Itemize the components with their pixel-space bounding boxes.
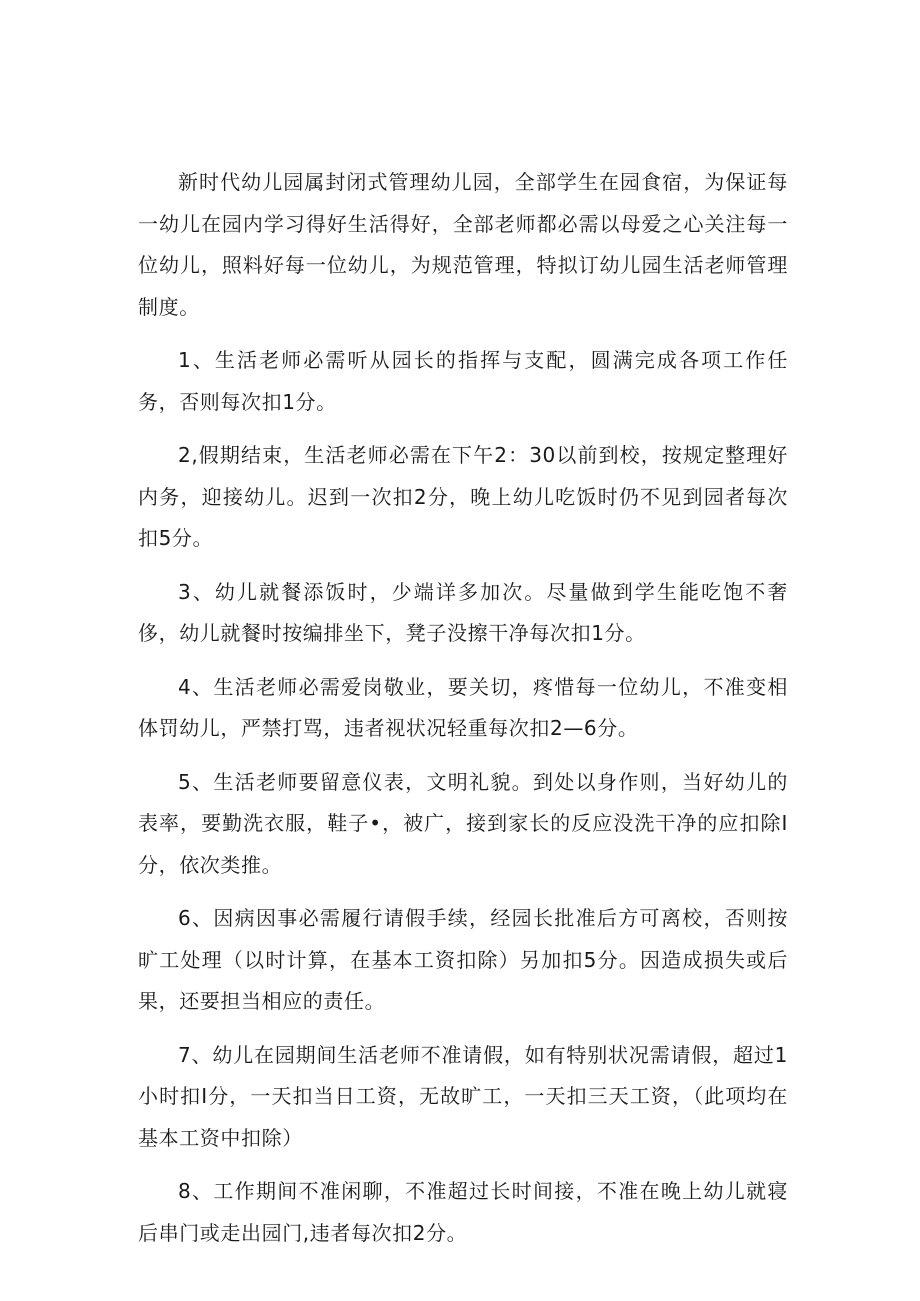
rule-3-paragraph: 3、幼儿就餐添饭时，少端详多加次。尽量做到学生能吃饱不奢侈，幼儿就餐时按编排坐下，凳子没擦干净每次扣1分。 [138, 579, 788, 645]
rule-6-paragraph: 6、因病因事必需履行请假手续，经园长批准后方可离校，否则按旷工处理（以时计算，在基本工资扣除）另加扣5分。因造成损失或后果，还要担当相应的责任。 [138, 906, 788, 1013]
intro-paragraph: 新时代幼儿园属封闭式管理幼儿园，全部学生在园食宿，为保证每一幼儿在园内学习得好生活得好，全部老师都必需以母爱之心关注每一位幼儿，照料好每一位幼儿，为规范管理，特拟订幼儿园生活老师管理制度。 [138, 170, 788, 319]
rule-7-paragraph: 7、幼儿在园期间生活老师不准请假，如有特别状况需请假，超过1小时扣I分，一天扣当日工资，无故旷工，一天扣三天工资，（此项均在基本工资中扣除） [138, 1042, 788, 1150]
rule-8-paragraph: 8、工作期间不准闲聊，不准超过长时间接，不准在晚上幼儿就寝后串门或走出园门,违者每次扣2分。 [138, 1179, 788, 1245]
rule-4-paragraph: 4、生活老师必需爱岗敬业，要关切，疼惜每一位幼儿，不准变相体罚幼儿，严禁打骂，违者视状况轻重每次扣2—6分。 [138, 674, 788, 740]
rule-1-paragraph: 1、生活老师必需听从园长的指挥与支配，圆满完成各项工作任务，否则每次扣1分。 [138, 348, 788, 414]
document-body [138, 162, 788, 1266]
rule-2-paragraph: 2,假期结束，生活老师必需在下午2：30以前到校，按规定整理好内务，迎接幼儿。迟到一次扣2分，晚上幼儿吃饭时仍不见到园者每次扣5分。 [138, 443, 788, 550]
rule-5-paragraph: 5、生活老师要留意仪表，文明礼貌。到处以身作则，当好幼儿的表率，要勤洗衣服，鞋子•，被广，接到家长的反应没洗干净的应扣除I分，依次类推。 [138, 769, 788, 877]
